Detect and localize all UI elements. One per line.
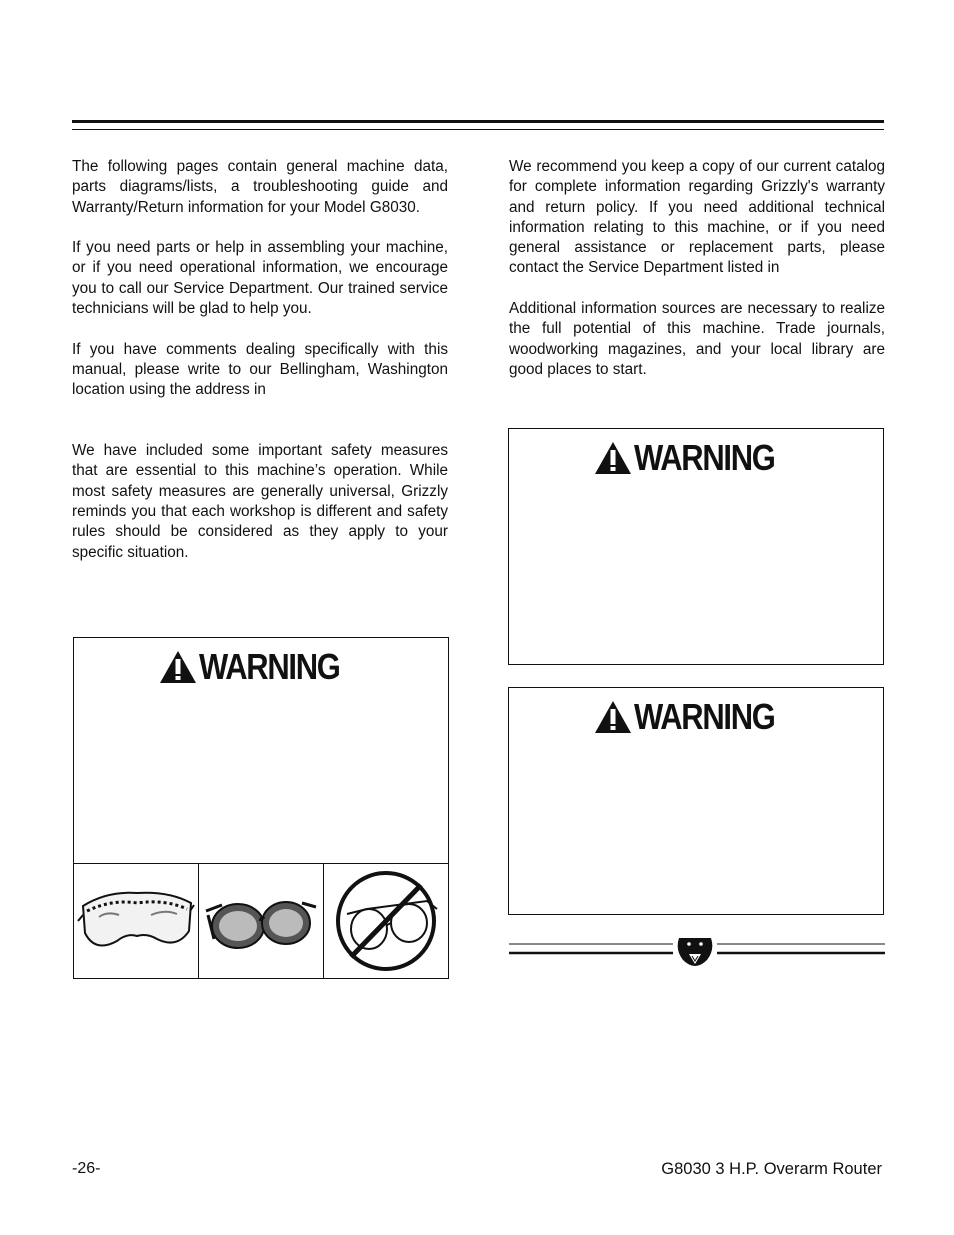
safety-glasses-icon [202,881,320,961]
header-rule-thick [72,120,884,123]
warning-triangle-icon [159,650,197,684]
right-column [509,157,885,401]
warning-label: WARNING [634,696,775,737]
header-rule-thin [72,129,884,130]
section-end-divider [509,938,885,968]
warning-label: WARNING [634,437,775,478]
warning-box-bottom-right [508,687,884,915]
resources-paragraph: Additional information sources are necessary to realize the full potential of this machine. Trade journals, woodworking magazines, and your local library are good places to start. [509,300,885,378]
prohibited-glasses-icon [327,869,445,973]
warning-header [74,642,448,692]
warning-header [509,433,883,483]
warning-box-eyewear [73,637,449,979]
warning-box-top-right [508,428,884,665]
warning-triangle-icon [594,441,632,475]
warning-label: WARNING [199,646,340,687]
goggles-cell [74,864,199,978]
eyewear-images-row [74,863,448,978]
warning-triangle-icon [594,700,632,734]
safety-goggles-icon [77,881,195,961]
safety-paragraph: We have included some important safety measures that are essential to this machine’s operation. While most safety measures are generally universal, Grizzly reminds you that each workshop is different and safety rules should be considered as they apply to your specific situation. [72,442,448,561]
page-number: -26- [72,1160,101,1177]
catalog-paragraph: We recommend you keep a copy of our current catalog for complete information regarding Grizzly's warranty and return policy. If you need additional technical information relating to this machine, or if you need general assistance or replacement parts, please contact the Service Department listed in [509,158,885,277]
grizzly-bear-logo-icon [678,938,713,966]
left-column [72,157,448,583]
prescription-glasses-cell [324,864,448,978]
intro-paragraph: The following pages contain general machine data, parts diagrams/lists, a troubleshooting guide and Warranty/Return information for your Model G8030. [72,158,448,216]
warning-header [509,692,883,742]
service-paragraph: If you need parts or help in assembling your machine, or if you need operational information, we encourage you to call our Service Department. Our trained service technicians will be glad to help you. [72,239,448,318]
model-title: G8030 3 H.P. Overarm Router [661,1160,882,1178]
safety-glasses-cell [199,864,324,978]
comments-paragraph: If you have comments dealing specifically with this manual, please write to our Bellingham, Washington location using the address in [72,340,448,399]
